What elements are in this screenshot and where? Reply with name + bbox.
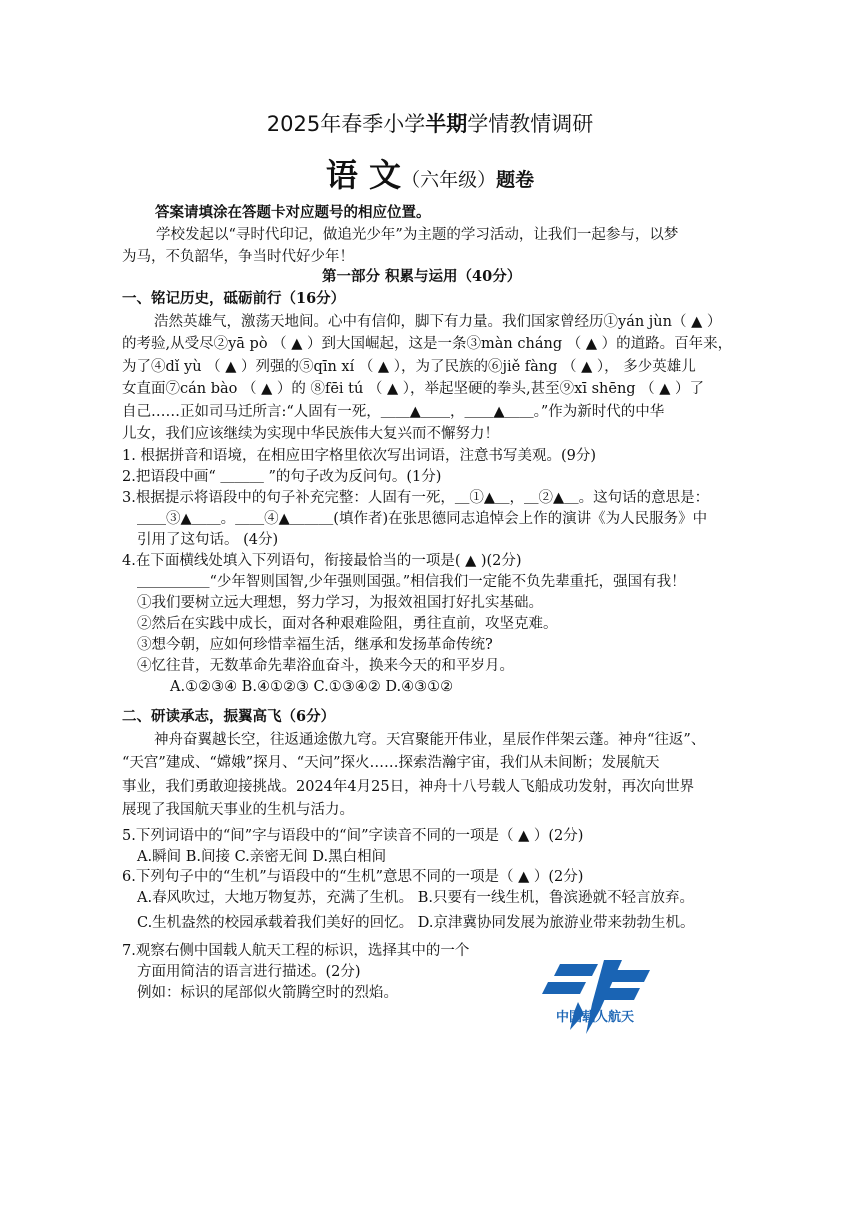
- s1-para-3: 为了④dǐ yù （ ▲ ）列强的⑤qīn xí （ ▲ ），为了民族的⑥jiě fàng （ ▲ ）， 多少英雄儿: [122, 359, 696, 375]
- s2-para-3: 事业，我们勇敢迎接挑战。2024年4月25日，神舟十八号载人飞船成功发射，再次向世界: [122, 779, 695, 795]
- option-sentence-1: ①我们要树立远大理想，努力学习，为报效祖国打好扎实基础。: [137, 595, 543, 611]
- section2-heading: 二、研读承志，振翼高飞（6分）: [122, 708, 336, 725]
- s1-para-5: 自己……正如司马迁所言:“人固有一死，＿＿▲＿＿，＿＿▲＿＿。”作为新时代的中华: [122, 404, 665, 420]
- s1-para-4: 女直面⑦cán bào （ ▲ ）的 ⑧fēi tú （ ▲ ），举起坚硬的拳头,甚至⑨xī shēng （ ▲ ）了: [122, 381, 705, 397]
- question-7-example: 例如：标识的尾部似火箭腾空时的烈焰。: [137, 985, 398, 1001]
- option-sentence-4: ④忆往昔，无数革命先辈浴血奋斗，换来今天的和平岁月。: [137, 658, 514, 674]
- part1-title: 第一部分 积累与运用（40分）: [322, 268, 522, 285]
- option-sentence-2: ②然后在实践中成长，面对各种艰难险阻，勇往直前，攻坚克难。: [137, 616, 558, 632]
- china-manned-space-logo-icon: [540, 956, 720, 1038]
- question-6: 6.下列句子中的“生机”与语段中的“生机”意思不同的一项是（ ▲ ）(2分): [122, 869, 584, 885]
- intro-line-1: 学校发起以“寻时代印记，做追光少年”为主题的学习活动，让我们一起参与，以梦: [156, 227, 679, 243]
- s1-para-2: 的考验,从受尽②yā pò （ ▲ ）到大国崛起，这是一条③màn cháng （ ▲ ）的道路。百年来，: [122, 336, 733, 352]
- question-3: 3.根据提示将语段中的句子补充完整：人固有一死，＿①▲＿，＿②▲＿。这句话的意思是：: [122, 490, 710, 506]
- exam-title: 2025年春季小学半期学情教情调研: [266, 112, 594, 136]
- question-6-choices-ab: A.春风吹过，大地万物复苏，充满了生机。 B.只要有一线生机，鲁滨逊就不轻言放弃。: [137, 890, 694, 906]
- question-3-line-3: 引用了这句话。 (4分): [137, 532, 279, 548]
- section1-heading: 一、铭记历史，砥砺前行（16分）: [122, 290, 346, 307]
- subject-title: 语 文（六年级）题卷: [325, 156, 535, 194]
- question-4-choices: A.①②③④ B.④①②③ C.①③④② D.④③①②: [170, 679, 454, 695]
- s2-para-4: 展现了我国航天事业的生机与活力。: [122, 802, 354, 818]
- s2-para-1: 神舟奋翼越长空，往返通途傲九穹。天宫聚能开伟业，星辰作伴架云蓬。神舟“往返”、: [154, 732, 706, 748]
- logo-text: 中国载人航天: [556, 1010, 635, 1025]
- question-2: 2.把语段中画“ ＿＿＿ ”的句子改为反问句。(1分): [122, 469, 442, 485]
- s1-para-1: 浩然英雄气，激荡天地间。心中有信仰，脚下有力量。我们国家曾经历①yán jùn（ ▲ ）: [154, 314, 722, 330]
- question-6-choices-cd: C.生机盎然的校园承载着我们美好的回忆。 D.京津冀协同发展为旅游业带来勃勃生机。: [137, 915, 695, 931]
- question-7: 7.观察右侧中国载人航天工程的标识，选择其中的一个: [122, 943, 470, 959]
- question-5-choices: A.瞬间 B.间接 C.亲密无间 D.黑白相间: [137, 849, 387, 865]
- s2-para-2: “天宫”建成、“嫦娥”探月、“天问”探火……探索浩瀚宇宙，我们从未间断；发展航天: [122, 755, 660, 771]
- option-sentence-3: ③想今朝，应如何珍惜幸福生活，继承和发扬革命传统?: [137, 637, 493, 653]
- question-5: 5.下列词语中的“间”字与语段中的“间”字读音不同的一项是（ ▲ ）(2分): [122, 828, 584, 844]
- question-3-line-2: ＿＿③▲＿＿。＿＿④▲＿＿＿(填作者)在张思德同志追悼会上作的演讲《为人民服务》中: [137, 511, 708, 527]
- s1-para-6: 儿女，我们应该继续为实现中华民族伟大复兴而不懈努力！: [122, 426, 499, 442]
- intro-line-2: 为马，不负韶华，争当时代好少年！: [122, 249, 354, 265]
- notice: 答案请填涂在答题卡对应题号的相应位置。: [155, 204, 431, 221]
- question-4: 4.在下面横线处填入下列语句，衔接最恰当的一项是( ▲ )(2分): [122, 553, 522, 569]
- question-1: 1. 根据拼音和语境，在相应田字格里依次写出词语，注意书写美观。(9分): [122, 448, 596, 464]
- question-7-line-2: 方面用简洁的语言进行描述。(2分): [137, 964, 361, 980]
- question-4-stem: ＿＿＿＿＿“少年智则国智,少年强则国强。”相信我们一定能不负先辈重托，强国有我！: [137, 574, 686, 590]
